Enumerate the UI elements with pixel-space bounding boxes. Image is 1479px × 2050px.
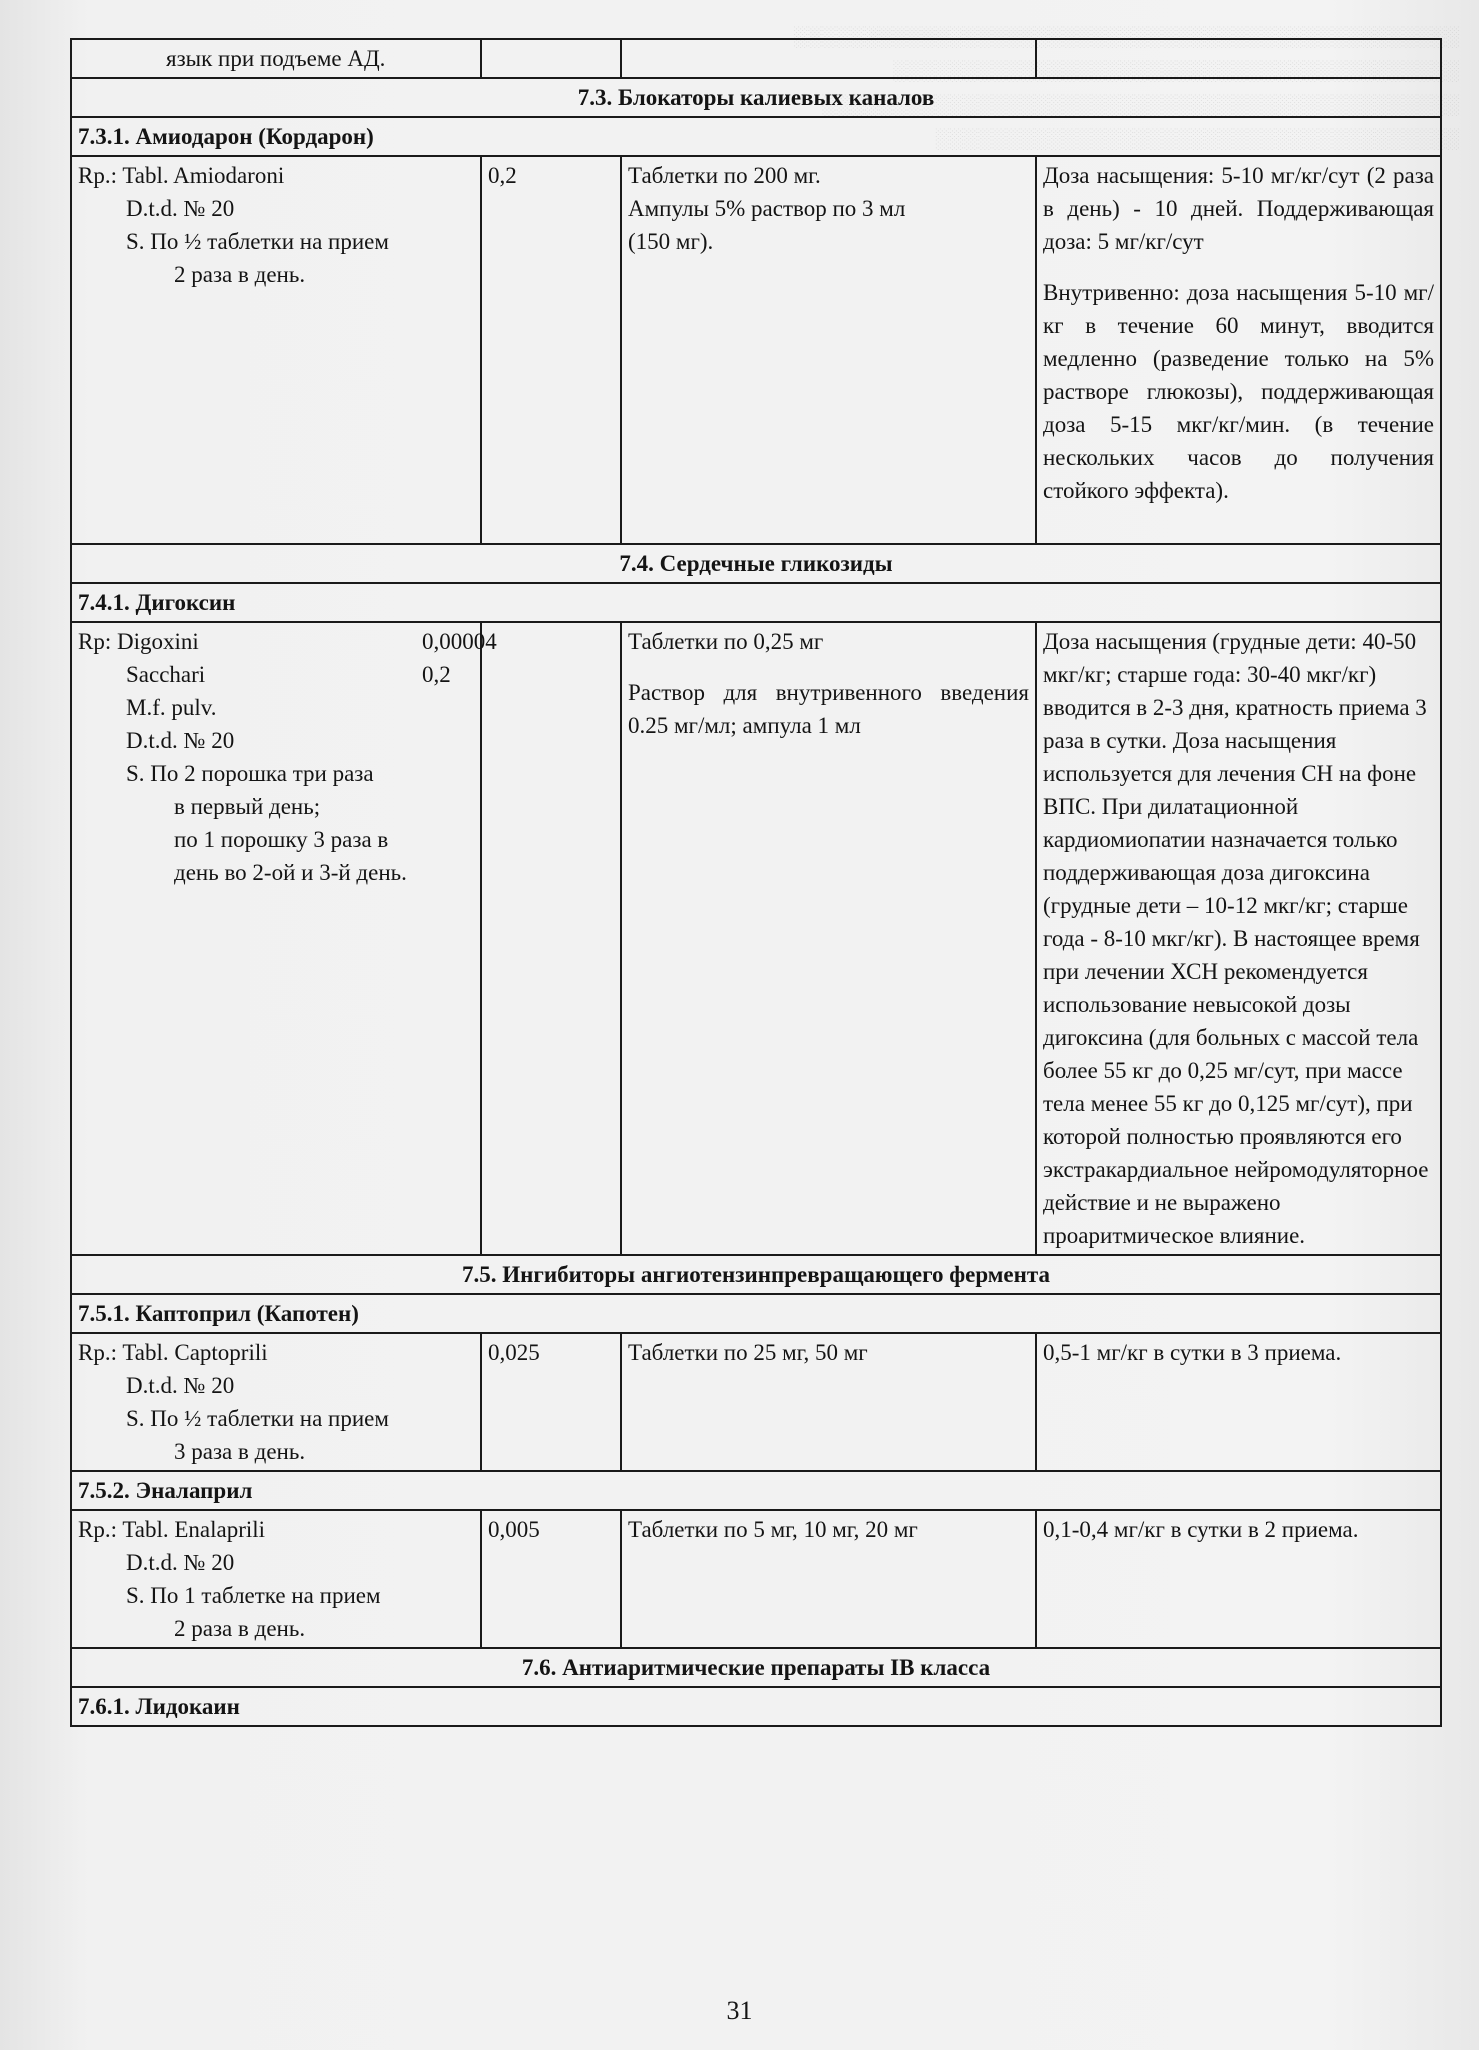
amiodarone-recipe <box>71 156 481 544</box>
enalapril-form: Таблетки по 5 мг, 10 мг, 20 мг <box>621 1510 1036 1648</box>
rx-line: D.t.d. № 20 <box>126 1550 235 1575</box>
rx-line: S. По ½ таблетки на прием <box>126 1406 389 1431</box>
rx-line: по 1 порошку 3 раза в <box>174 827 389 852</box>
page-number: 31 <box>726 1996 753 2025</box>
rx-line: 3 раза в день. <box>174 1439 306 1464</box>
subsection-heading-7-6-1: 7.6.1. Лидокаин <box>71 1687 1441 1726</box>
rx-line: Sacchari <box>126 662 206 687</box>
rx-line: Rp.: Tabl. Enalaprili <box>78 1517 266 1542</box>
rx-line: 2 раза в день. <box>174 262 306 287</box>
enalapril-recipe <box>71 1510 481 1648</box>
amiodarone-form <box>621 156 1036 544</box>
rx-line: Rp.: Tabl. Captoprili <box>78 1340 268 1365</box>
section-heading-7-3: 7.3. Блокаторы калиевых каналов <box>71 78 1441 117</box>
form-line: Таблетки по 0,25 мг <box>628 629 824 654</box>
captopril-form: Таблетки по 25 мг, 50 мг <box>621 1333 1036 1471</box>
dose-line: 0,00004 <box>422 629 497 654</box>
top-fragment-text: язык при подъеме АД. <box>166 46 386 71</box>
prescription-table <box>70 38 1442 1727</box>
subsection-heading-7-4-1: 7.4.1. Дигоксин <box>71 583 1441 622</box>
enalapril-dose: 0,005 <box>481 1510 621 1648</box>
rx-line: день во 2-ой и 3-й день. <box>174 860 407 885</box>
form-line: Ампулы 5% раствор по 3 мл <box>628 196 906 221</box>
subsection-heading-7-5-1: 7.5.1. Каптоприл (Капотен) <box>71 1294 1441 1333</box>
section-heading-7-4: 7.4. Сердечные гликозиды <box>71 544 1441 583</box>
enalapril-usage: 0,1-0,4 мг/кг в сутки в 2 приема. <box>1036 1510 1441 1648</box>
captopril-usage: 0,5-1 мг/кг в сутки в 3 приема. <box>1036 1333 1441 1471</box>
rx-line: S. По ½ таблетки на прием <box>126 229 389 254</box>
amiodarone-usage <box>1036 156 1441 544</box>
rx-line: Rp: Digoxini <box>78 629 199 654</box>
captopril-recipe <box>71 1333 481 1471</box>
subsection-heading-7-3-1: 7.3.1. Амиодарон (Кордарон) <box>71 117 1441 156</box>
top-fragment-row <box>71 39 1441 78</box>
form-line: (150 мг). <box>628 229 714 254</box>
subsection-heading-7-5-2: 7.5.2. Эналаприл <box>71 1471 1441 1510</box>
captopril-row <box>71 1333 1441 1471</box>
digoxin-recipe <box>71 622 481 1255</box>
amiodarone-row <box>71 156 1441 544</box>
digoxin-row <box>71 622 1441 1255</box>
form-line: Раствор для внутривенного введения 0.25 мг/мл; ампула 1 мл <box>628 680 1029 738</box>
rx-line: M.f. pulv. <box>126 695 217 720</box>
rx-line: в первый день; <box>174 794 321 819</box>
rx-line: Rp.: Tabl. Amiodaroni <box>78 163 285 188</box>
enalapril-row <box>71 1510 1441 1648</box>
usage-paragraph: Внутривенно: доза насыщения 5-10 мг/кг в течение 60 минут, вводится медленно (разведение только на 5% растворе глюкозы), поддерживающая доза 5-15 мкг/кг/мин. (в течение нескольких часов до получения стойкого эффекта). <box>1043 280 1434 503</box>
rx-line: D.t.d. № 20 <box>126 1373 235 1398</box>
digoxin-form <box>621 622 1036 1255</box>
form-line: Таблетки по 200 мг. <box>628 163 821 188</box>
bleed-through-texture: ░░░░░░░░░░░░░░░░░░░░░░░░░░░░░░░░░░░░░░░░░░░░░░░ ░░░░░░░░░░░░░░░░░░░░░░░░░░░░░░░░░░░░░░░░ ░░░░░░░░░░░░░░░░░░░░░░░░░░░░░░░░░░░░░░░░░░░░░ ░░░░░░░░░░░░░░░░░░░░░░░░░░░░░░░░░░░░░ <box>794 26 1460 150</box>
usage-paragraph: Доза насыщения: 5-10 мг/кг/сут (2 раза в день) - 10 дней. Поддерживающая доза: 5 мг/кг/сут <box>1043 163 1434 254</box>
digoxin-usage: Доза насыщения (грудные дети: 40-50 мкг/кг; старше года: 30-40 мкг/кг) вводится в 2-3 дня, кратность приема 3 раза в сутки. Доза насыщения используется для лечения СН на фоне ВПС. При дилатационной кардиомиопатии назначается только поддерживающая доза дигоксина (грудные дети – 10-12 мкг/кг; старше года - 8-10 мкг/кг). В настоящее время при лечении ХСН рекомендуется использование невысокой дозы дигоксина (для больных с массой тела более 55 кг до 0,25 мг/сут, при массе тела менее 55 кг до 0,125 мг/сут), при которой полностью проявляются его экстракардиальное нейромодуляторное действие и не выражено проаритмическое влияние. <box>1036 622 1441 1255</box>
rx-line: D.t.d. № 20 <box>126 196 235 221</box>
section-heading-7-6: 7.6. Антиаритмические препараты IB класса <box>71 1648 1441 1687</box>
dose-line: 0,2 <box>422 662 451 687</box>
amiodarone-dose: 0,2 <box>481 156 621 544</box>
rx-line: S. По 2 порошка три раза <box>126 761 374 786</box>
digoxin-dose <box>422 622 621 1255</box>
rx-line: D.t.d. № 20 <box>126 728 235 753</box>
section-heading-7-5: 7.5. Ингибиторы ангиотензинпревращающего фермента <box>71 1255 1441 1294</box>
rx-line: 2 раза в день. <box>174 1616 306 1641</box>
captopril-dose: 0,025 <box>481 1333 621 1471</box>
rx-line: S. По 1 таблетке на прием <box>126 1583 381 1608</box>
